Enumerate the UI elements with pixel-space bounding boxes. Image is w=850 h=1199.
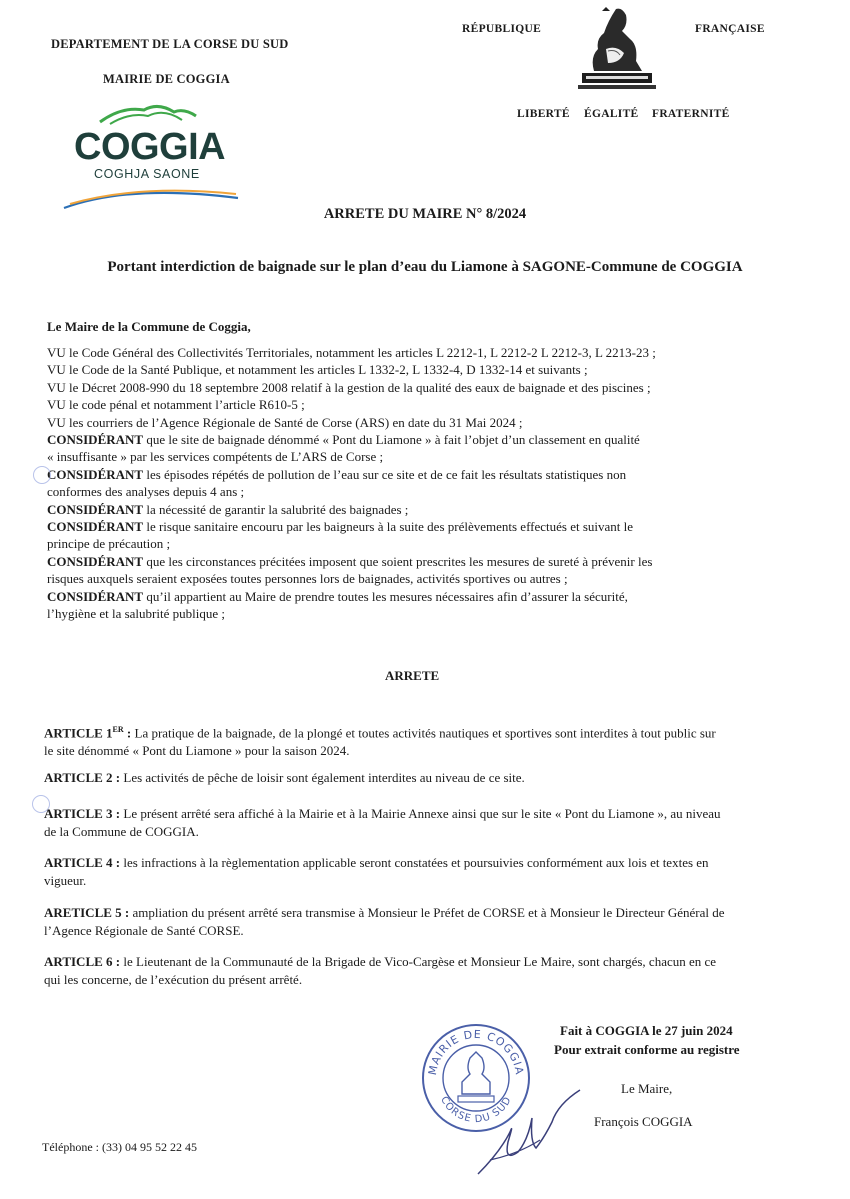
signatory-role: Le Maire, — [621, 1081, 673, 1096]
article-text: Le présent arrêté sera affiché à la Mairie et à la Mairie Annexe ainsi que sur le site « Pont du Liamone », au niveau — [123, 806, 721, 821]
considerant-continuation: conformes des analyses depuis 4 ans ; — [47, 484, 245, 500]
article-label: ARETICLE 5 — [44, 905, 122, 920]
article-3 — [44, 805, 824, 840]
article-separator: : — [112, 954, 124, 969]
considerant-continuation: risques auxquels seraient exposées toutes personnes lors de baignades, activités sportives ou autres ; — [47, 571, 568, 587]
article-text: Les activités de pêche de loisir sont également interdites au niveau de ce site. — [123, 770, 525, 785]
article-text-continuation: l’Agence Régionale de Santé CORSE. — [44, 922, 244, 938]
handwritten-signature — [470, 1082, 590, 1182]
considerant-continuation: « insuffisante » par les services compétents de L’ARS de Corse ; — [47, 449, 384, 465]
considerant-text: le risque sanitaire encouru par les baigneurs à la suite des prélèvements effectués et suivant le — [146, 519, 634, 535]
marianne-emblem-icon — [572, 5, 662, 91]
considerant-keyword: CONSIDÉRANT — [47, 501, 144, 517]
article-label: ARTICLE 4 — [44, 855, 113, 870]
article-separator: : — [112, 855, 124, 870]
considerant-text: que les circonstances précitées imposent que soient prescrites les mesures de sureté à prévenir les — [146, 553, 653, 569]
binder-hole-icon — [33, 466, 51, 484]
arrete-heading: ARRETE — [385, 668, 440, 683]
article-4 — [44, 854, 824, 889]
svg-text:CORSE DU SUD: CORSE DU SUD — [438, 1094, 514, 1126]
article-label: ARTICLE 3 — [44, 806, 113, 821]
svg-text:MAIRIE DE COGGIA: MAIRIE DE COGGIA — [425, 1027, 527, 1077]
article-separator: : — [112, 770, 124, 785]
considerant-continuation: principe de précaution ; — [47, 536, 171, 552]
vu-line: VU le Code Général des Collectivités Territoriales, notamment les articles L 2212-1, L 2212-2 L 2212-3, L 2213-23 ; — [47, 345, 656, 360]
footer-phone: Téléphone : (33) 04 95 52 22 45 — [42, 1140, 197, 1154]
article-text-continuation: le site dénommé « Pont du Liamone » pour la saison 2024. — [44, 742, 350, 758]
article-label-superscript: ER — [112, 725, 124, 734]
considerant-text: les épisodes répétés de pollution de l’eau sur ce site et de ce fait les résultats statistiques non — [146, 466, 627, 482]
article-separator: : — [123, 725, 135, 741]
francaise-label: FRANÇAISE — [695, 23, 765, 35]
vu-line: VU les courriers de l’Agence Régionale de Santé de Corse (ARS) en date du 31 Mai 2024 ; — [47, 414, 523, 430]
considerant-keyword: CONSIDÉRANT — [47, 519, 144, 535]
preamble-intro: Le Maire de la Commune de Coggia, — [47, 319, 251, 334]
fraternite-label: FRATERNITÉ — [652, 108, 730, 120]
extrait-line: Pour extrait conforme au registre — [554, 1042, 740, 1057]
considerant-item — [47, 588, 827, 605]
article-2 — [44, 769, 824, 787]
fait-line: Fait à COGGIA le 27 juin 2024 — [560, 1023, 733, 1038]
article-6 — [44, 953, 824, 988]
department-heading: DEPARTEMENT DE LA CORSE DU SUD — [51, 37, 289, 51]
article-separator: : — [121, 905, 133, 920]
coggia-logo — [60, 100, 240, 212]
considerant-keyword: CONSIDÉRANT — [47, 553, 144, 569]
considerant-item — [47, 518, 827, 535]
article-5 — [44, 904, 824, 939]
article-label: ARTICLE 6 — [44, 954, 113, 969]
mairie-heading: MAIRIE DE COGGIA — [103, 72, 230, 86]
vu-line: VU le Code de la Santé Publique, et notamment les articles L 1332-2, L 1332-4, D 1332-14 et suivants ; — [47, 362, 588, 378]
logo-word: COGGIA — [74, 126, 226, 168]
considerant-item — [47, 466, 827, 483]
article-1 — [44, 721, 824, 760]
vu-line: VU le Décret 2008-990 du 18 septembre 2008 relatif à la gestion de la qualité des eaux de baignade et des piscines ; — [47, 379, 651, 395]
considerant-item — [47, 431, 827, 448]
considerant-item — [47, 553, 827, 570]
article-text: les infractions à la règlementation applicable seront constatées et poursuivies conformément aux lois et textes en — [123, 855, 709, 870]
article-label: ARTICLE 2 — [44, 770, 113, 785]
article-text: La pratique de la baignade, de la plongé et toutes activités nautiques et sportives sont interdites à tout public sur — [134, 725, 716, 741]
article-text: le Lieutenant de la Communauté de la Brigade de Vico-Cargèse et Monsieur Le Maire, sont chargés, chacun en ce — [123, 954, 717, 969]
considerant-item — [47, 501, 827, 518]
considerant-keyword: CONSIDÉRANT — [47, 432, 144, 448]
vu-line: VU le code pénal et notamment l’article R610-5 ; — [47, 397, 305, 413]
considerant-keyword: CONSIDÉRANT — [47, 588, 144, 604]
vu-list — [47, 344, 827, 623]
logo-subtitle: COGHJA SAONE — [94, 167, 200, 181]
republique-label: RÉPUBLIQUE — [462, 23, 542, 35]
article-separator: : — [112, 806, 124, 821]
considerant-keyword: CONSIDÉRANT — [47, 466, 144, 482]
article-text-continuation: de la Commune de COGGIA. — [44, 823, 199, 839]
article-text: ampliation du présent arrêté sera transmise à Monsieur le Préfet de CORSE et à Monsieur le Directeur Général de — [132, 905, 725, 920]
considerant-continuation: l’hygiène et la salubrité publique ; — [47, 606, 225, 622]
arrete-title: ARRETE DU MAIRE N° 8/2024 — [323, 206, 527, 222]
article-text-continuation: qui les concerne, de l’exécution du présent arrêté. — [44, 971, 303, 987]
liberte-label: LIBERTÉ — [517, 108, 570, 120]
considerant-text: la nécessité de garantir la salubrité des baignades ; — [146, 501, 409, 517]
arrete-subtitle: Portant interdiction de baignade sur le plan d’eau du Liamone à SAGONE-Commune de COGGIA — [107, 259, 743, 275]
signatory-name: François COGGIA — [594, 1114, 693, 1129]
article-text-continuation: vigueur. — [44, 872, 87, 888]
egalite-label: ÉGALITÉ — [584, 108, 639, 120]
article-label: ARTICLE 1 — [44, 725, 113, 741]
considerant-text: que le site de baignade dénommé « Pont du Liamone » à fait l’objet d’un classement en qualité — [146, 432, 640, 448]
considerant-text: qu’il appartient au Maire de prendre toutes les mesures nécessaires afin d’assurer la sécurité, — [146, 588, 628, 604]
